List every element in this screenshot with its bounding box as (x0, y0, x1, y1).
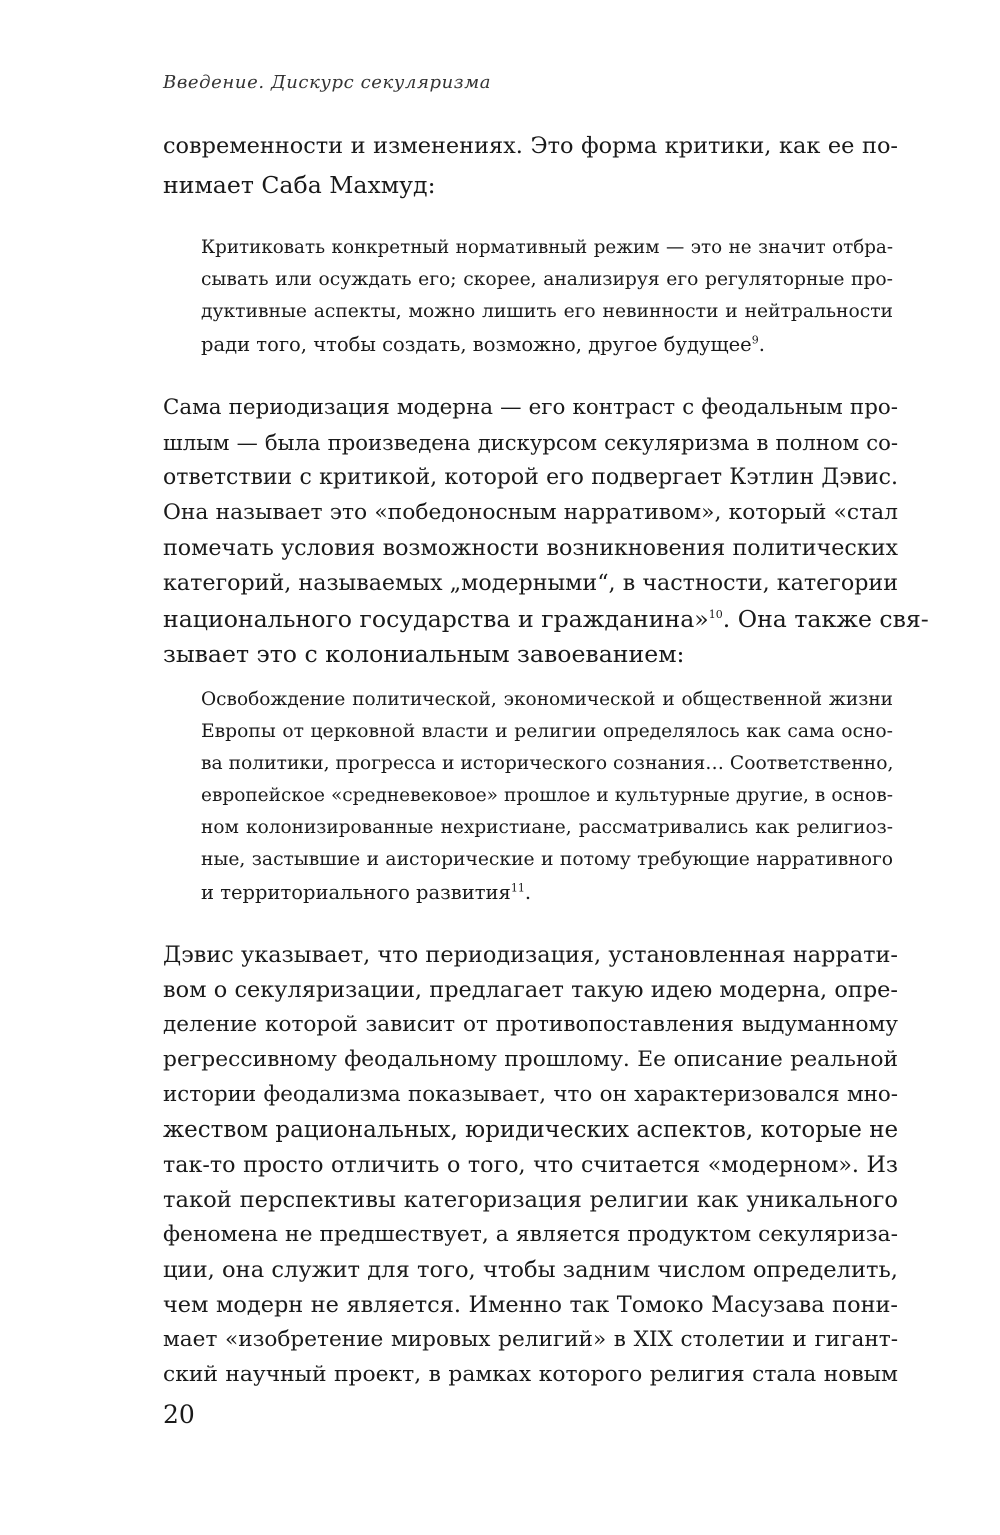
footnote-ref: 9 (751, 333, 759, 347)
quote-line: европейское «средневековое» прошлое и культурные другие, в основ- (201, 785, 893, 806)
quote-line-last (201, 881, 531, 904)
quote-line: ном колонизированные нехристиане, рассматривались как религиоз- (201, 817, 893, 838)
paragraph-line: шлым — была произведена дискурсом секуляризма в полном со- (163, 430, 898, 455)
paragraph-text: национального государства и гражданина» (163, 605, 709, 633)
paragraph-line: ции, она служит для того, чтобы задним числом определить, (163, 1257, 898, 1283)
paragraph-line-with-note (163, 605, 929, 633)
paragraph-line: ский научный проект, в рамках которого религия стала новым (163, 1362, 898, 1387)
quote-line: ва политики, прогресса и исторического сознания… Соответственно, (201, 753, 894, 774)
paragraph-line: современности и изменениях. Это форма критики, как ее по- (163, 133, 898, 159)
paragraph-line: мает «изобретение мировых религий» в XIX столетии и гигант- (163, 1327, 898, 1352)
paragraph-line: феномена не предшествует, а является продуктом секуляриза- (163, 1222, 898, 1247)
quote-text: и территориального развития (201, 881, 511, 904)
paragraph-line: ответствии с критикой, которой его подвергает Кэтлин Дэвис. (163, 465, 898, 490)
paragraph-line: такой перспективы категоризация религии как уникального (163, 1187, 898, 1213)
paragraph-line: нимает Саба Махмуд: (163, 171, 436, 199)
running-header: Введение. Дискурс секуляризма (163, 72, 492, 93)
page-number: 20 (163, 1400, 195, 1429)
footnote-ref: 10 (708, 608, 723, 622)
footnote-ref: 11 (510, 881, 525, 895)
paragraph-line: помечать условия возможности возникновения политических (163, 535, 898, 561)
quote-line: сывать или осуждать его; скорее, анализируя его регуляторные про- (201, 269, 893, 290)
quote-end: . (758, 333, 765, 356)
quote-line: Освобождение политической, экономической и общественной жизни (201, 689, 893, 710)
quote-text: ради того, чтобы создать, возможно, другое будущее (201, 333, 752, 356)
paragraph-line: зывает это с колониальным завоеванием: (163, 640, 685, 668)
quote-end: . (524, 881, 532, 904)
paragraph-line: Она называет это «победоносным нарративом», который «стал (163, 500, 898, 525)
paragraph-line: категорий, называемых „модерными“, в частности, категории (163, 570, 898, 596)
paragraph-line: вом о секуляризации, предлагает такую идею модерна, опре- (163, 977, 898, 1003)
quote-line-last (201, 333, 765, 356)
paragraph-line: Сама периодизация модерна — его контраст с феодальным про- (163, 395, 898, 420)
paragraph-line: регрессивному феодальному прошлому. Ее описание реальной (163, 1047, 898, 1072)
paragraph-line: так-то просто отличить о того, что считается «модерном». Из (163, 1152, 898, 1178)
paragraph-line: истории феодализма показывает, что он характеризовался мно- (163, 1082, 898, 1107)
paragraph-line: деление которой зависит от противопоставления выдуманному (163, 1012, 898, 1037)
quote-line: ные, застывшие и аисторические и потому требующие нарративного (201, 849, 893, 870)
quote-line: Европы от церковной власти и религии определялось как сама осно- (201, 721, 893, 742)
paragraph-line: жеством рациональных, юридических аспектов, которые не (163, 1117, 899, 1143)
quote-line: дуктивные аспекты, можно лишить его невинности и нейтральности (201, 301, 893, 322)
paragraph-line: чем модерн не является. Именно так Томоко Масузава пони- (163, 1292, 898, 1318)
paragraph-text: . Она также свя- (722, 605, 929, 633)
paragraph-line: Дэвис указывает, что периодизация, установленная наррати- (163, 942, 898, 968)
quote-line: Критиковать конкретный нормативный режим — это не значит отбра- (201, 237, 893, 258)
